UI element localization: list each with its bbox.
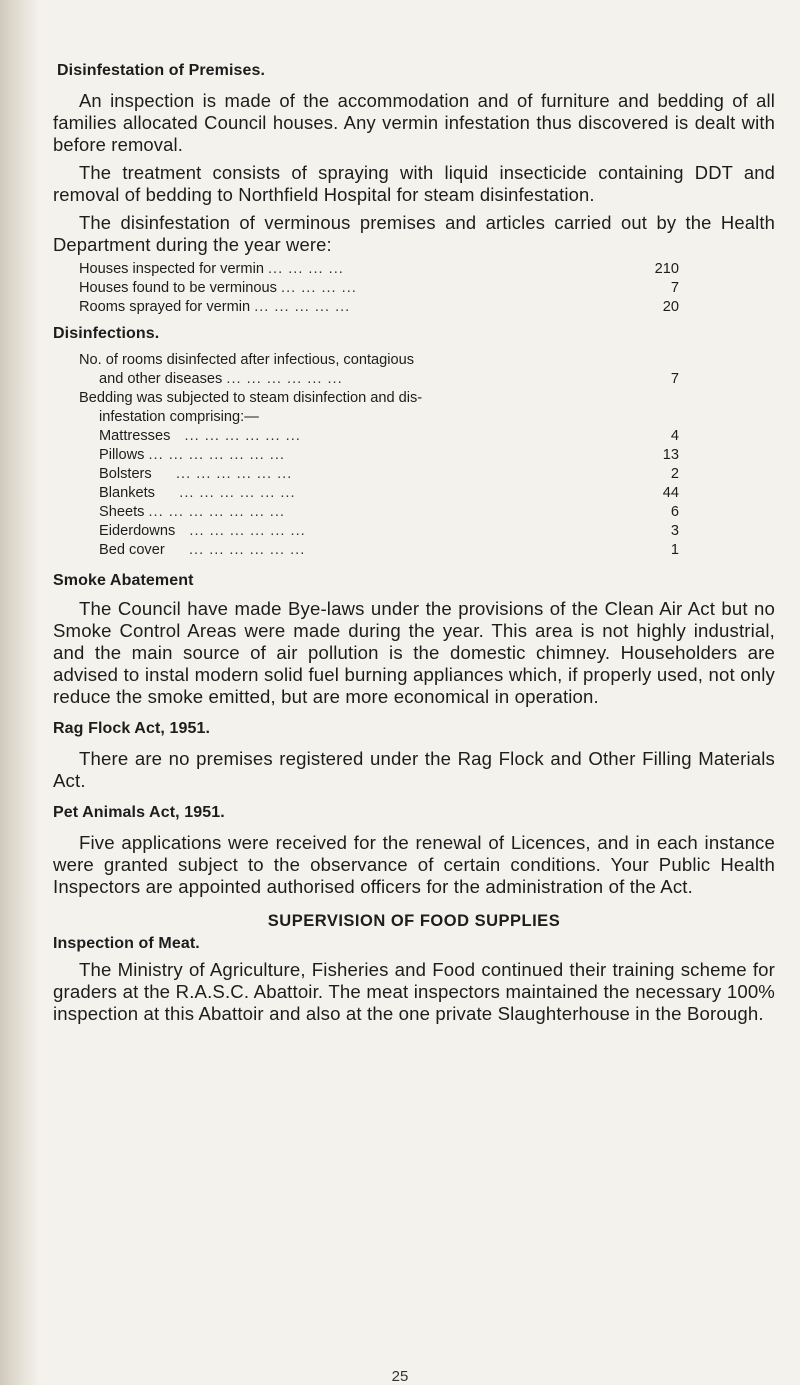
heading-rag-flock: Rag Flock Act, 1951. [53,720,211,737]
dot-leader: ... ... ... ... ... ... ... [148,447,285,463]
page-edge-shadow [0,0,40,1385]
paragraph-rag-flock: There are no premises registered under the Rag Flock and Other Filling Materials Act. [53,748,775,791]
dot-leader: ... ... ... ... ... ... [168,542,306,558]
bedding-item [99,446,679,465]
item-label: Mattresses [99,428,171,444]
item-value: 1 [670,542,679,558]
paragraph-treatment: The treatment consists of spraying with liquid insecticide containing DDT and removal of bedding to Northfield Hospital for steam disinfestation. [53,162,775,205]
page-number: 25 [391,1368,409,1385]
bedding-line1: Bedding was subjected to steam disinfection and dis- [79,390,423,406]
bedding-items [79,427,679,560]
rooms-value: 7 [670,371,679,387]
bedding-item [99,503,679,522]
bedding-item [99,541,679,560]
item-value: 2 [670,466,679,482]
item-value: 6 [670,504,679,520]
heading-smoke-abatement: Smoke Abatement [53,572,194,589]
dot-leader: ... ... ... ... ... ... [179,523,306,539]
heading-disinfestation: Disinfestation of Premises. [57,62,266,79]
heading-food-supplies: SUPERVISION OF FOOD SUPPLIES [267,912,561,930]
paragraph-pet-animals: Five applications were received for the renewal of Licences, and in each instance were granted subject to the observance of certain conditions. Your Public Health Inspectors are appointed authorised officers for the administration of the Act. [53,832,775,897]
dot-leader: ... ... ... ... ... ... ... [148,504,285,520]
dot-leader: ... ... ... ... ... ... [226,371,343,387]
item-value: 3 [670,523,679,539]
item-label: Pillows [99,447,145,463]
stat-label: Houses found to be verminous [79,280,277,296]
disinfestation-stats [79,260,679,317]
rooms-label-line2: and other diseases [99,371,223,387]
stat-label: Houses inspected for vermin [79,261,264,277]
dot-leader: ... ... ... ... ... ... [155,466,293,482]
dot-leader: ... ... ... ... [281,280,357,296]
item-label: Bed cover [99,542,165,558]
stat-row [79,298,679,317]
item-label: Eiderdowns [99,523,176,539]
item-label: Sheets [99,504,145,520]
bedding-line2: infestation comprising:— [99,409,259,425]
heading-pet-animals: Pet Animals Act, 1951. [53,804,225,821]
stat-row [79,260,679,279]
dot-leader: ... ... ... ... ... [254,299,351,315]
paragraph-carried-out: The disinfestation of verminous premises and articles carried out by the Health Department during the year were: [53,212,775,255]
stat-value: 20 [662,299,679,315]
rooms-label-line1: No. of rooms disinfected after infectious, contagious [79,352,415,368]
heading-inspection-meat: Inspection of Meat. [53,935,200,952]
stat-label: Rooms sprayed for vermin [79,299,251,315]
dot-leader: ... ... ... ... [268,261,344,277]
item-value: 44 [662,485,679,501]
heading-disinfections: Disinfections. [53,325,160,342]
stat-value: 210 [654,261,679,277]
item-label: Blankets [99,485,155,501]
dot-leader: ... ... ... ... ... ... [174,428,301,444]
paragraph-smoke: The Council have made Bye-laws under the provisions of the Clean Air Act but no Smoke Control Areas were made during the year. This area is not highly industrial, and the main source of air pollution is the domestic chimney. Householders are advised to instal modern solid fuel burning appliances which, if properly used, not only reduce the smoke emitted, but are more economical in operation. [53,598,775,707]
item-value: 4 [670,428,679,444]
rooms-row [79,370,679,389]
stat-row [79,279,679,298]
item-label: Bolsters [99,466,152,482]
disinfections-block [79,351,679,560]
paragraph-meat-inspection: The Ministry of Agriculture, Fisheries and Food continued their training scheme for graders at the R.A.S.C. Abattoir. The meat inspectors maintained the necessary 100% inspection at this Abattoir and also at the one private Slaughterhouse in the Borough. [53,959,775,1024]
item-value: 13 [662,447,679,463]
paragraph-inspection: An inspection is made of the accommodation and of furniture and bedding of all families allocated Council houses. Any vermin infestation thus discovered is dealt with before removal. [53,90,775,155]
bedding-item [99,427,679,446]
dot-leader: ... ... ... ... ... ... [159,485,296,501]
bedding-item [99,484,679,503]
text-column [53,62,775,1031]
stat-value: 7 [670,280,679,296]
bedding-item [99,465,679,484]
bedding-item [99,522,679,541]
